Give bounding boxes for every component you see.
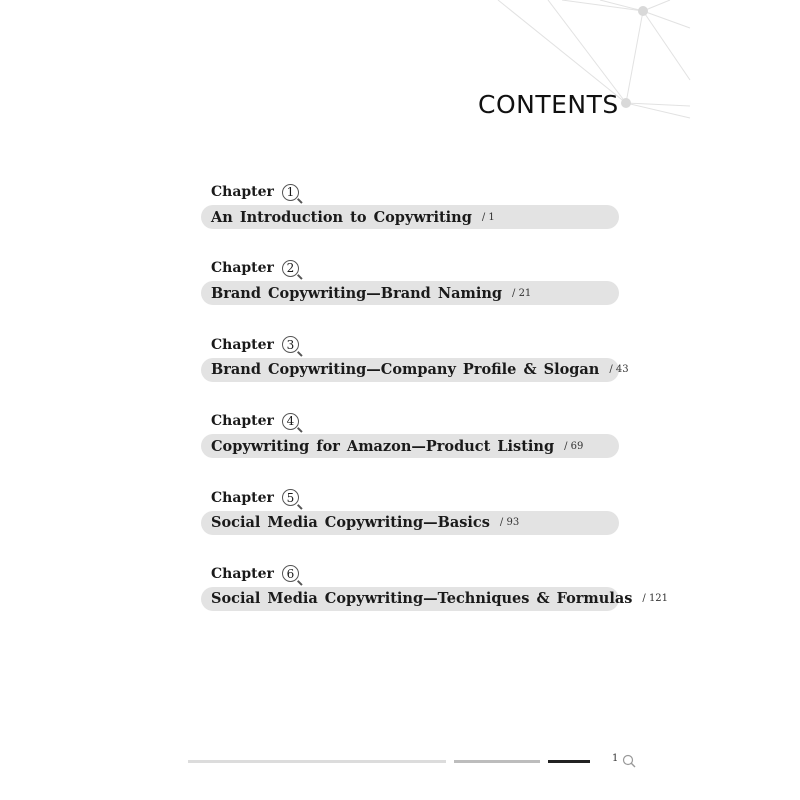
chapter-heading — [211, 409, 299, 433]
chapter-title-bar[interactable] — [201, 281, 619, 305]
toc-entry[interactable] — [201, 256, 619, 332]
chapter-number: 4 — [286, 414, 295, 429]
toc-entry[interactable] — [201, 180, 619, 256]
chapter-label: Chapter — [211, 413, 274, 430]
footer-rule — [454, 760, 540, 763]
chapter-number-badge — [282, 489, 299, 506]
chapter-number-badge — [282, 565, 299, 582]
chapter-heading — [211, 333, 299, 357]
chapter-number-badge — [282, 413, 299, 430]
chapter-number: 5 — [286, 490, 295, 505]
chapter-title: Social Media Copywriting—Techniques & Formulas — [211, 590, 633, 608]
toc-entry[interactable] — [201, 486, 619, 562]
chapter-label: Chapter — [211, 489, 274, 506]
network-node — [621, 98, 631, 108]
chapter-title: Brand Copywriting—Company Profile & Slogan — [211, 361, 600, 379]
chapter-page: / 93 — [499, 517, 520, 529]
chapter-title-bar[interactable] — [201, 434, 619, 458]
chapter-page: / 69 — [564, 440, 584, 452]
contents-title: CONTENTS — [478, 90, 619, 119]
chapter-number: 3 — [286, 337, 295, 352]
toc-entry[interactable] — [201, 333, 629, 409]
chapter-label: Chapter — [211, 260, 274, 277]
chapter-title: Brand Copywriting—Brand Naming — [211, 284, 503, 302]
network-node — [638, 6, 648, 16]
chapter-label: Chapter — [211, 336, 274, 353]
chapter-title-bar[interactable] — [201, 358, 629, 382]
chapter-page: / 21 — [512, 287, 532, 299]
chapter-label: Chapter — [211, 184, 274, 200]
footer-rule-accent — [548, 760, 590, 763]
chapter-title-bar[interactable] — [201, 587, 669, 611]
chapter-title-bar[interactable] — [201, 205, 619, 229]
page-number: 1 — [612, 753, 619, 764]
footer-rule — [188, 760, 446, 763]
chapter-title: Copywriting for Amazon—Product Listing — [211, 437, 555, 455]
chapter-page: / 43 — [609, 364, 629, 376]
chapter-heading — [211, 256, 299, 280]
chapter-heading — [211, 562, 299, 586]
chapter-number: 1 — [286, 185, 295, 199]
toc-entry[interactable] — [201, 562, 669, 638]
chapter-number-badge — [282, 260, 299, 277]
table-of-contents — [201, 180, 669, 638]
toc-entry[interactable] — [201, 409, 619, 485]
magnifier-icon — [622, 754, 636, 768]
chapter-page: / 1 — [481, 211, 495, 223]
chapter-number: 6 — [286, 566, 295, 581]
chapter-number-badge — [282, 336, 299, 353]
chapter-title: An Introduction to Copywriting — [211, 208, 472, 226]
chapter-heading — [211, 486, 299, 510]
chapter-heading — [211, 180, 299, 204]
chapter-title: Social Media Copywriting—Basics — [211, 514, 490, 532]
chapter-page: / 121 — [642, 593, 669, 605]
chapter-number: 2 — [286, 261, 295, 276]
chapter-label: Chapter — [211, 565, 274, 582]
chapter-number-badge — [282, 184, 299, 201]
chapter-title-bar[interactable] — [201, 511, 619, 535]
